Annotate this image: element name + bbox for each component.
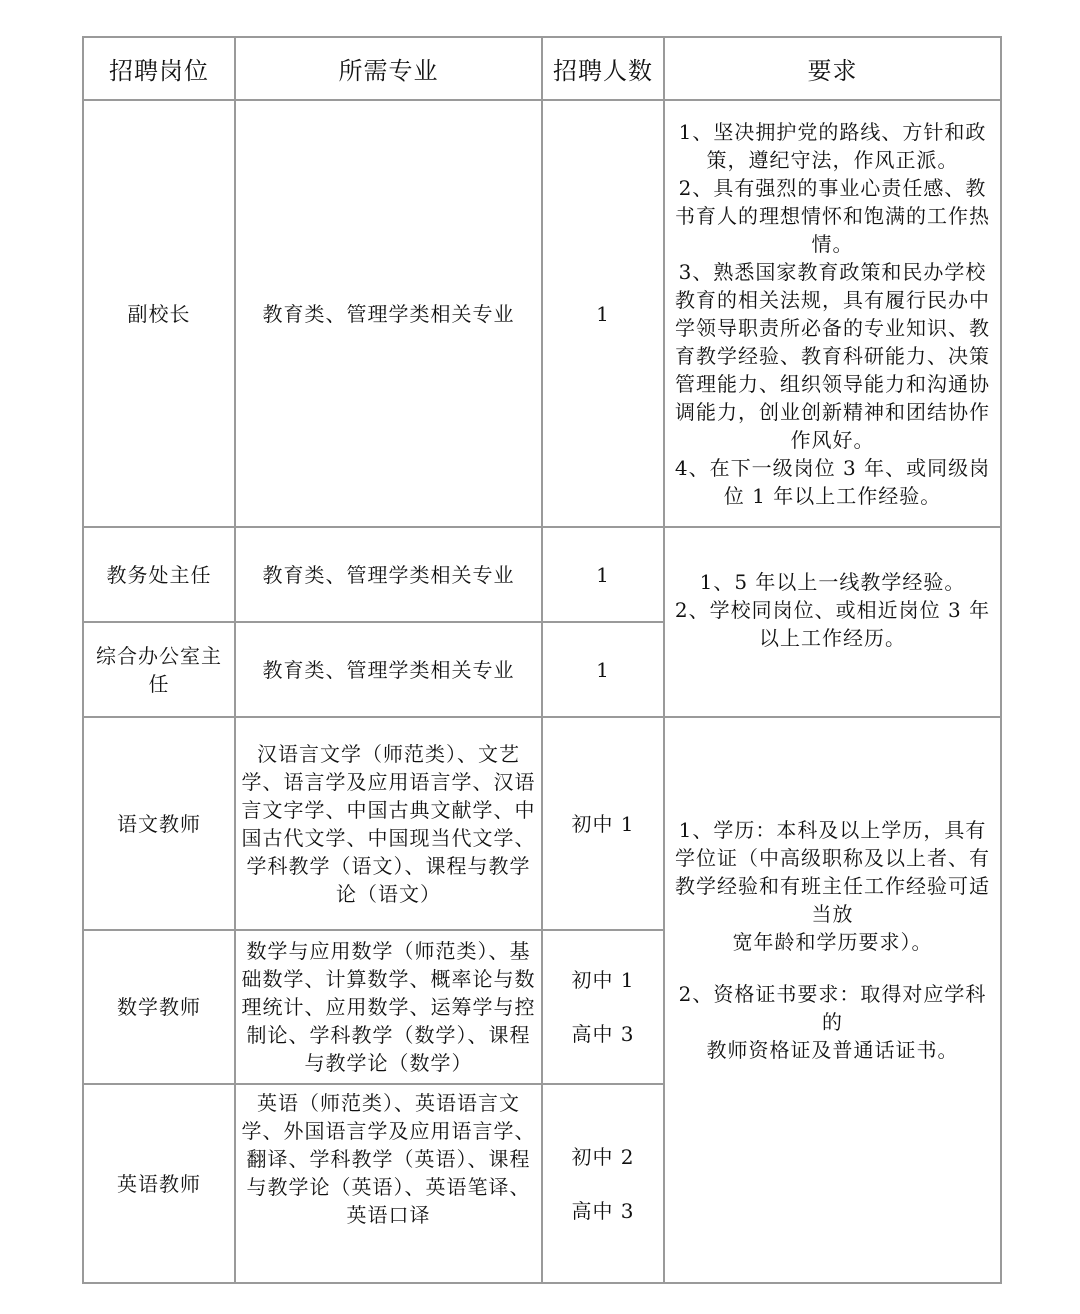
count-value: 高中 3 — [571, 1198, 635, 1223]
requirement-item: 教师资格证及普通话证书。 — [706, 1038, 959, 1062]
count-cell — [542, 527, 664, 622]
header-position: 招聘岗位 — [83, 37, 235, 100]
count-cell — [542, 622, 664, 717]
requirement-item: 1、坚决拥护党的路线、方针和政策，遵纪守法，作风正派。 — [678, 119, 987, 172]
recruitment-table — [82, 36, 1002, 1284]
table-row — [83, 527, 1001, 622]
requirement-item: 2、资格证书要求：取得对应学科的 — [678, 982, 987, 1034]
table-row — [83, 717, 1001, 930]
major-cell: 数学与应用数学（师范类）、基础数学、计算数学、概率论与数理统计、应用数学、运筹学与控制论、学科教学（数学）、课程与教学论（数学） — [235, 930, 542, 1084]
requirements-cell — [664, 527, 1001, 717]
requirement-item: 2、具有强烈的事业心责任感、教书育人的理想情怀和饱满的工作热情。 — [675, 175, 990, 256]
major-cell: 教育类、管理学类相关专业 — [235, 100, 542, 527]
count-cell — [542, 930, 664, 1084]
requirements-cell — [664, 100, 1001, 527]
count-cell — [542, 1084, 664, 1283]
major-cell: 教育类、管理学类相关专业 — [235, 622, 542, 717]
count-value: 初中 1 — [571, 811, 635, 836]
count-value: 1 — [596, 657, 610, 682]
count-value: 1 — [596, 562, 610, 587]
requirement-item: 宽年龄和学历要求）。 — [732, 930, 933, 954]
requirement-item: 3、熟悉国家教育政策和民办学校教育的相关法规，具有履行民办中学领导职责所必备的专业知识、教育教学经验、教育科研能力、决策管理能力、组织领导能力和沟通协调能力，创业创新精神和团结协作作风好。 — [675, 259, 990, 452]
requirement-item: 2、学校同岗位、或相近岗位 3 年以上工作经历。 — [674, 598, 991, 650]
position-cell: 综合办公室主任 — [83, 622, 235, 717]
position-cell: 语文教师 — [83, 717, 235, 930]
position-cell: 英语教师 — [83, 1084, 235, 1283]
table-row — [83, 100, 1001, 527]
requirement-item: 1、学历：本科及以上学历，具有学位证（中高级职称及以上者、有教学经验和有班主任工作经验可适当放 — [675, 818, 990, 926]
major-cell: 英语（师范类）、英语语言文学、外国语言学及应用语言学、翻译、学科教学（英语）、课程与教学论（英语）、英语笔译、英语口译 — [235, 1084, 542, 1283]
count-value: 初中 1 — [571, 968, 635, 992]
position-cell: 教务处主任 — [83, 527, 235, 622]
count-cell — [542, 100, 664, 527]
requirement-item: 4、在下一级岗位 3 年、或同级岗位 1 年以上工作经验。 — [674, 455, 991, 508]
requirements-cell — [664, 717, 1001, 1283]
count-value: 1 — [596, 301, 610, 326]
major-cell: 教育类、管理学类相关专业 — [235, 527, 542, 622]
count-value: 高中 3 — [571, 1022, 635, 1046]
count-value: 初中 2 — [571, 1144, 635, 1169]
header-major: 所需专业 — [235, 37, 542, 100]
header-requirements: 要求 — [664, 37, 1001, 100]
position-cell: 数学教师 — [83, 930, 235, 1084]
requirement-item: 1、5 年以上一线教学经验。 — [699, 570, 966, 594]
table-header-row — [83, 37, 1001, 100]
major-cell: 汉语言文学（师范类）、文艺学、语言学及应用语言学、汉语言文字学、中国古典文献学、中国古代文学、中国现当代文学、学科教学（语文）、课程与教学论（语文） — [235, 717, 542, 930]
position-cell: 副校长 — [83, 100, 235, 527]
recruitment-document — [82, 36, 1000, 1284]
header-count: 招聘人数 — [542, 37, 664, 100]
count-cell — [542, 717, 664, 930]
